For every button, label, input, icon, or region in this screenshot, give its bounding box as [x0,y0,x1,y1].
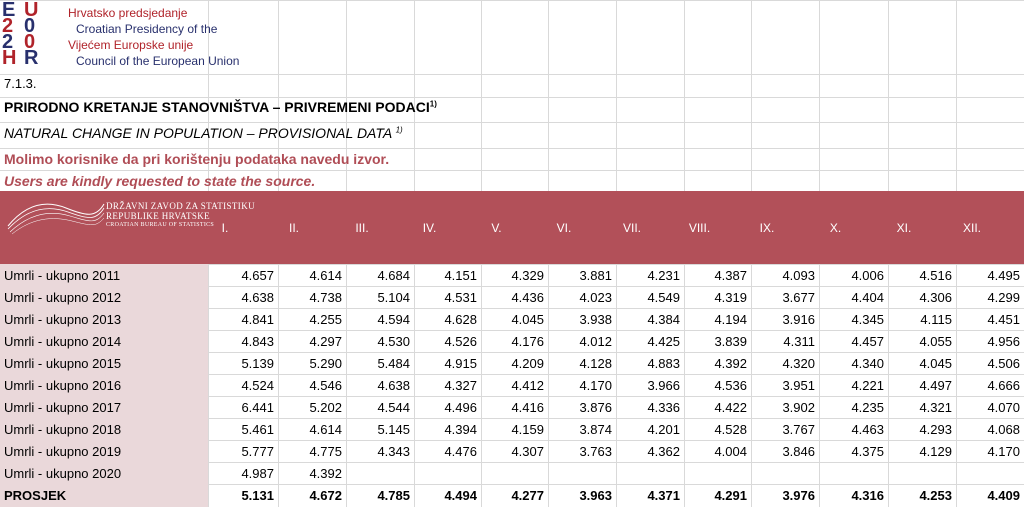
table-cell[interactable]: 4.170 [579,378,612,393]
month-header[interactable]: VI. [556,221,572,235]
table-cell[interactable]: 4.638 [241,290,274,305]
table-cell[interactable]: 4.235 [851,400,884,415]
title-english[interactable]: NATURAL CHANGE IN POPULATION – PROVISIONAL DATA $^{1)}$ [4,125,403,141]
grid-row-line [0,122,1024,123]
month-header[interactable]: IX. [759,221,775,235]
table-cell[interactable]: 4.055 [919,334,952,349]
grid-row-line [0,97,1024,98]
month-header[interactable]: V. [491,221,502,235]
row-label[interactable]: Umrli - ukupno 2016 [4,378,122,393]
row-label[interactable]: Umrli - ukupno 2017 [4,400,122,415]
row-label[interactable]: Umrli - ukupno 2012 [4,290,122,305]
average-cell[interactable]: 4.785 [377,488,410,503]
table-cell[interactable]: 4.306 [919,290,952,305]
row-label[interactable]: Umrli - ukupno 2011 [4,268,121,283]
bureau-wave-icon [6,196,106,236]
title-croatian[interactable]: PRIRODNO KRETANJE STANOVNIŠTVA – PRIVREMENI PODACI$^{1)}$ [4,99,437,115]
logo-letter: U [24,0,39,21]
logo-letters [2,2,62,68]
table-cell[interactable]: 4.425 [647,334,680,349]
table-cell[interactable]: 4.307 [511,444,544,459]
table-cell[interactable]: 4.299 [987,290,1020,305]
table-cell[interactable]: 4.336 [647,400,680,415]
table-cell[interactable]: 3.767 [782,422,815,437]
table-cell[interactable]: 5.104 [377,290,410,305]
grid-row-line [0,148,1024,149]
average-cell[interactable]: 3.963 [579,488,612,503]
table-cell[interactable]: 4.614 [309,422,342,437]
table-cell[interactable]: 4.883 [647,356,680,371]
logo-text [68,5,239,69]
row-label[interactable]: Umrli - ukupno 2019 [4,444,122,459]
table-cell[interactable]: 4.321 [919,400,952,415]
month-header[interactable]: XII. [962,221,981,235]
table-cell[interactable]: 4.231 [647,268,680,283]
table-cell[interactable]: 4.416 [511,400,544,415]
table-cell[interactable]: 4.387 [714,268,747,283]
table-cell[interactable]: 4.201 [647,422,680,437]
table-cell[interactable]: 4.436 [511,290,544,305]
table-cell[interactable]: 4.530 [377,334,410,349]
source-notice-croatian[interactable]: Molimo korisnike da pri korištenju podataka navedu izvor. [4,151,390,167]
table-cell[interactable]: 4.159 [511,422,544,437]
table-cell[interactable]: 4.614 [309,268,342,283]
table-cell[interactable]: 4.841 [241,312,274,327]
logo-line: Vijećem Europske unije [68,38,194,52]
table-cell[interactable]: 4.412 [511,378,544,393]
table-cell[interactable]: 4.170 [987,444,1020,459]
table-cell[interactable]: 4.738 [309,290,342,305]
month-header[interactable]: IV. [422,221,437,235]
table-cell[interactable]: 4.536 [714,378,747,393]
table-cell[interactable]: 4.497 [919,378,952,393]
month-header[interactable]: III. [355,221,369,235]
table-cell[interactable]: 4.516 [919,268,952,283]
table-cell[interactable]: 3.876 [579,400,612,415]
table-cell[interactable]: 4.526 [444,334,477,349]
month-header[interactable]: XI. [896,221,912,235]
table-cell[interactable]: 4.343 [377,444,410,459]
table-code[interactable]: 7.1.3. [4,76,37,91]
table-cell[interactable]: 4.004 [714,444,747,459]
table-cell[interactable]: 4.404 [851,290,884,305]
average-cell[interactable]: 5.131 [241,488,274,503]
table-cell[interactable]: 4.987 [241,466,274,481]
month-header[interactable]: X. [829,221,842,235]
table-cell[interactable]: 4.422 [714,400,747,415]
bureau-name-line3: CROATIAN BUREAU OF STATISTICS [106,222,215,228]
table-cell[interactable]: 4.209 [511,356,544,371]
table-cell[interactable]: 4.115 [920,312,952,327]
table-cell[interactable]: 4.045 [919,356,952,371]
logo-letter: R [24,47,39,69]
row-label[interactable]: Umrli - ukupno 2020 [4,466,122,481]
logo-letter: E [2,0,16,21]
month-header[interactable]: I. [221,221,229,235]
logo-letter: 2 [2,15,14,37]
table-cell[interactable]: 4.506 [987,356,1020,371]
row-label[interactable]: Umrli - ukupno 2015 [4,356,122,371]
table-cell[interactable]: 4.329 [511,268,544,283]
bureau-name-line2: REPUBLIKE HRVATSKE [106,211,211,221]
table-cell[interactable]: 5.290 [309,356,342,371]
table-cell[interactable]: 4.293 [919,422,952,437]
table-cell[interactable]: 4.023 [579,290,612,305]
table-cell[interactable]: 4.775 [309,444,342,459]
logo-letter: 0 [24,31,36,53]
table-cell[interactable]: 5.461 [241,422,274,437]
row-label[interactable]: Umrli - ukupno 2013 [4,312,122,327]
table-cell[interactable]: 4.068 [987,422,1020,437]
table-cell[interactable]: 5.139 [241,356,274,371]
table-cell[interactable]: 4.362 [647,444,680,459]
table-cell[interactable]: 4.457 [851,334,884,349]
average-cell[interactable]: 4.253 [919,488,952,503]
table-cell[interactable]: 4.524 [241,378,274,393]
month-header[interactable]: VIII. [688,221,711,235]
table-cell[interactable]: 4.320 [782,356,815,371]
table-cell[interactable]: 4.012 [579,334,612,349]
average-cell[interactable]: 4.672 [309,488,342,503]
average-cell[interactable]: 4.371 [647,488,680,503]
table-cell[interactable]: 4.311 [783,334,815,349]
table-cell[interactable]: 4.319 [714,290,747,305]
table-cell[interactable]: 4.684 [377,268,410,283]
table-cell[interactable]: 5.202 [309,400,342,415]
average-row-label[interactable]: PROSJEK [4,488,67,503]
table-cell[interactable]: 4.384 [647,312,680,327]
table-cell[interactable]: 4.628 [444,312,477,327]
table-cell[interactable]: 3.677 [782,290,815,305]
average-cell[interactable]: 4.277 [511,488,544,503]
table-cell[interactable]: 3.938 [579,312,612,327]
logo-line: Hrvatsko predsjedanje [68,6,188,20]
average-cell[interactable]: 4.316 [851,488,884,503]
table-cell[interactable]: 4.327 [444,378,477,393]
table-cell[interactable]: 4.375 [851,444,884,459]
table-cell[interactable]: 4.176 [511,334,544,349]
logo-letter: 2 [2,31,14,53]
eu2020hr-logo [2,2,272,72]
logo-letter: H [2,47,17,69]
table-cell[interactable]: 4.476 [444,444,477,459]
average-cell[interactable]: 4.291 [714,488,747,503]
table-cell[interactable]: 4.594 [377,312,410,327]
table-cell[interactable]: 4.392 [309,466,342,481]
table-cell[interactable]: 4.463 [851,422,884,437]
table-cell[interactable]: 6.441 [241,400,274,415]
table-cell[interactable]: 4.531 [444,290,477,305]
table-cell[interactable]: 3.839 [714,334,747,349]
table-cell[interactable]: 3.916 [782,312,815,327]
table-cell[interactable]: 4.495 [987,268,1020,283]
table-cell[interactable]: 4.657 [241,268,274,283]
table-cell[interactable]: 5.484 [377,356,410,371]
table-cell[interactable]: 4.045 [511,312,544,327]
table-cell[interactable]: 4.151 [444,268,477,283]
grid-row-line [0,170,1024,171]
table-cell[interactable]: 3.951 [782,378,815,393]
table-cell[interactable]: 4.093 [782,268,815,283]
source-notice-english[interactable]: Users are kindly requested to state the source. [4,173,316,189]
table-cell[interactable]: 5.145 [377,422,410,437]
row-label[interactable]: Umrli - ukupno 2014 [4,334,122,349]
table-cell[interactable]: 4.544 [377,400,410,415]
logo-letter: 0 [24,15,36,37]
table-cell[interactable]: 4.843 [241,334,274,349]
table-cell[interactable]: 3.874 [579,422,612,437]
table-cell[interactable]: 4.255 [309,312,342,327]
grid-row-line [0,74,1024,75]
table-cell[interactable]: 4.194 [714,312,747,327]
table-cell[interactable]: 4.546 [309,378,342,393]
month-header[interactable]: VII. [622,221,641,235]
table-cell[interactable]: 3.763 [579,444,612,459]
table-cell[interactable]: 4.956 [987,334,1020,349]
table-cell[interactable]: 4.392 [714,356,747,371]
table-cell[interactable]: 4.496 [444,400,477,415]
average-cell[interactable]: 3.976 [782,488,815,503]
table-cell[interactable]: 3.902 [782,400,815,415]
logo-line: Council of the European Union [76,54,240,68]
table-cell[interactable]: 5.777 [241,444,274,459]
table-cell[interactable]: 3.966 [647,378,680,393]
table-cell[interactable]: 4.549 [647,290,680,305]
logo-line: Croatian Presidency of the [76,22,218,36]
table-cell[interactable]: 4.451 [987,312,1020,327]
table-cell[interactable]: 4.394 [444,422,477,437]
row-label[interactable]: Umrli - ukupno 2018 [4,422,122,437]
bureau-name-line1: DRŽAVNI ZAVOD ZA STATISTIKU [106,201,255,211]
table-cell[interactable]: 4.345 [851,312,884,327]
average-cell[interactable]: 4.409 [987,488,1020,503]
table-cell[interactable]: 4.128 [579,356,612,371]
table-cell[interactable]: 4.528 [714,422,747,437]
table-cell[interactable]: 4.129 [919,444,952,459]
table-cell[interactable]: 4.221 [851,378,884,393]
table-cell[interactable]: 4.070 [987,400,1020,415]
table-cell[interactable]: 4.340 [851,356,884,371]
table-cell[interactable]: 4.666 [987,378,1020,393]
table-cell[interactable]: 3.846 [782,444,815,459]
table-cell[interactable]: 4.915 [444,356,477,371]
grid-row-line [0,0,1024,1]
month-header[interactable]: II. [288,221,299,235]
table-cell[interactable]: 4.297 [309,334,342,349]
table-cell[interactable]: 3.881 [579,268,612,283]
table-cell[interactable]: 4.638 [377,378,410,393]
table-cell[interactable]: 4.006 [851,268,884,283]
average-cell[interactable]: 4.494 [444,488,477,503]
